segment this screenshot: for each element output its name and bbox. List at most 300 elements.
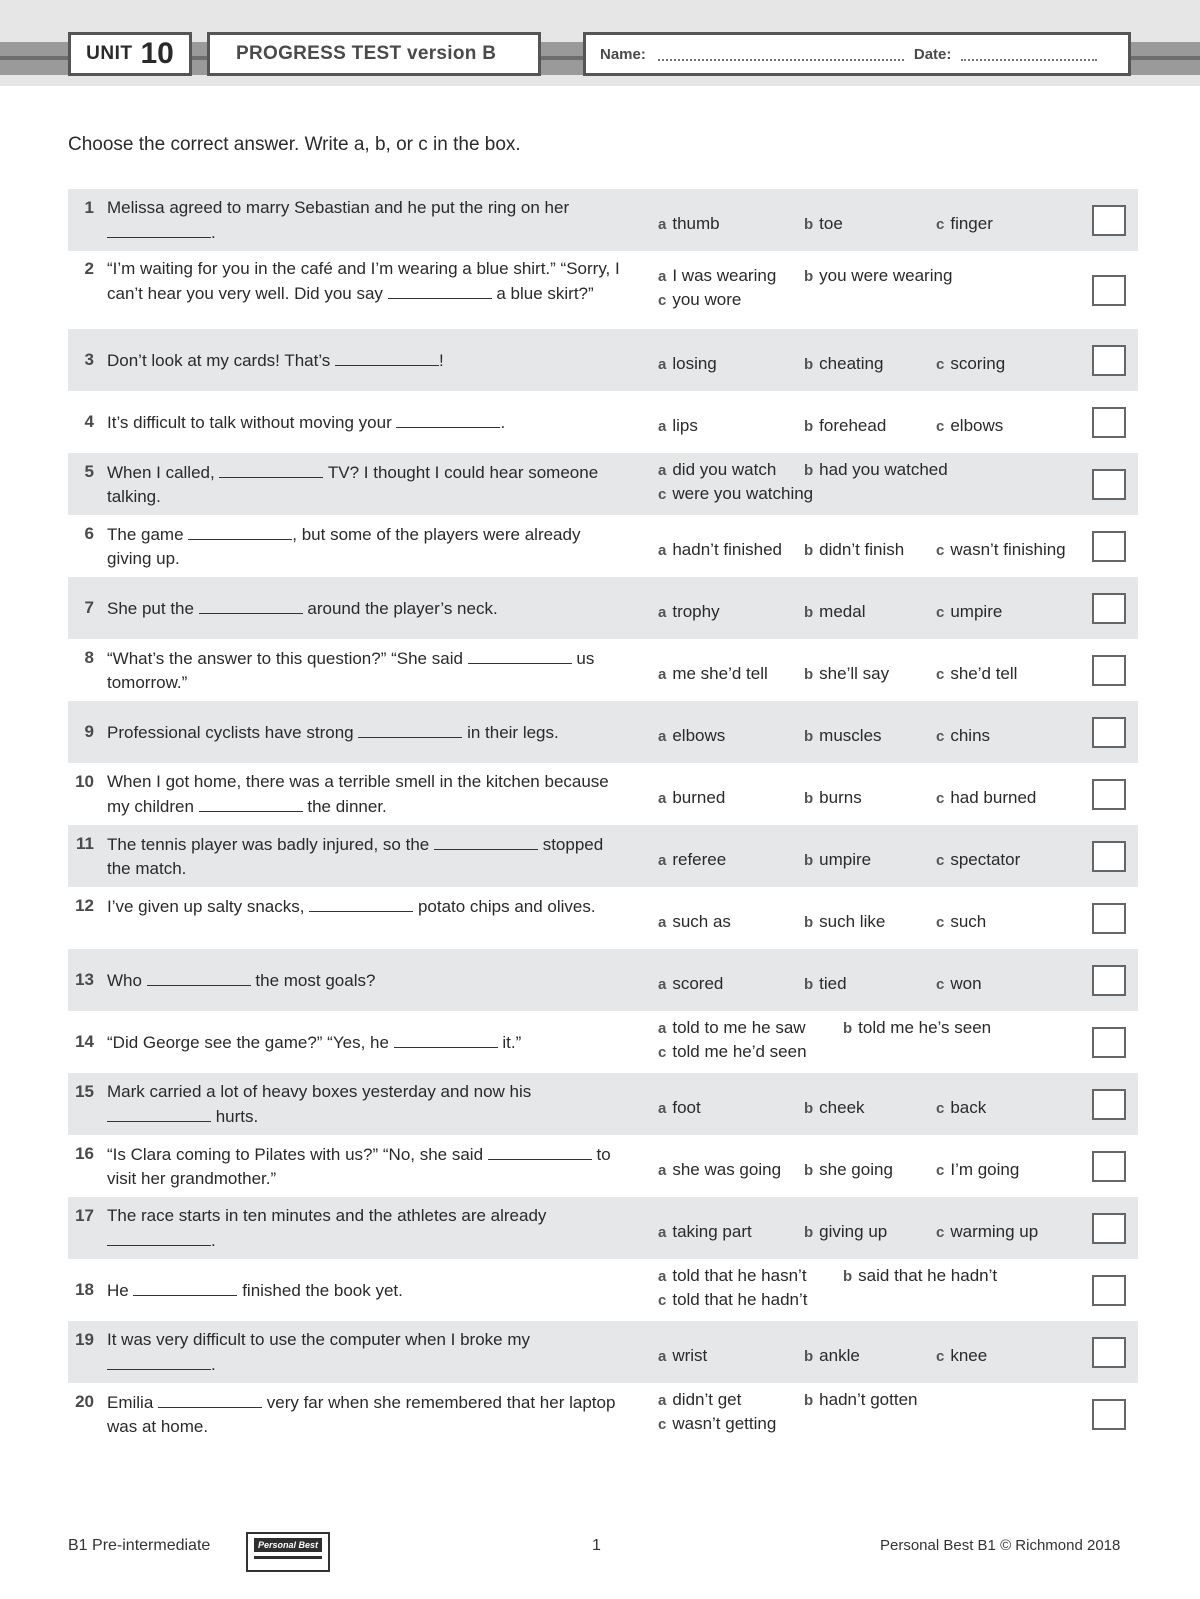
option-text: scoring [950,354,1006,373]
answer-blank [488,1142,592,1160]
question-text [107,257,627,306]
option-a [658,1266,807,1286]
question-row [68,1197,1138,1259]
option-text: hadn’t finished [672,540,782,559]
question-number: 15 [75,1082,94,1101]
answer-blank [309,894,413,912]
option-text: tied [819,974,847,993]
option-text: trophy [672,602,720,621]
question-row [68,887,1138,949]
page-number: 1 [592,1537,601,1554]
option-b [804,912,885,932]
question-text-end: the dinner. [302,797,387,816]
option-b [804,1222,887,1242]
answer-box[interactable] [1092,275,1126,306]
question-text-end: stopped the match. [107,835,604,878]
option-a [658,1390,741,1410]
option-text: didn’t finish [819,540,905,559]
question-text [107,646,627,695]
unit-number: 10 [140,37,174,70]
option-c [658,1042,807,1062]
option-letter: c [936,1100,945,1117]
option-letter: a [658,1348,667,1365]
answer-box[interactable] [1092,1151,1126,1182]
option-text: referee [672,850,727,869]
option-a [658,850,726,870]
option-letter: a [658,852,667,869]
question-text-start: I’ve given up salty snacks, [107,897,310,916]
option-letter: b [804,852,814,869]
answer-box[interactable] [1092,841,1126,872]
question-text [107,1142,627,1191]
question-row [68,1383,1138,1445]
question-text [107,894,627,919]
option-c [936,1222,1038,1242]
option-letter: c [936,542,945,559]
question-text-end: in their legs. [462,723,559,742]
option-a [658,214,720,234]
option-text: finger [950,214,993,233]
question-text [107,1390,627,1439]
option-c [936,788,1036,808]
answer-box[interactable] [1092,779,1126,810]
option-letter: b [804,1100,814,1117]
question-text-end: to visit her grandmother.” [107,1145,611,1188]
question-row [68,453,1138,515]
option-c [936,416,1003,436]
question-text-start: She put the [107,599,199,618]
option-letter: a [658,216,667,233]
option-a [658,354,717,374]
footer-level: B1 Pre-intermediate [68,1537,211,1554]
question-text-end: the most goals? [250,971,376,990]
option-b [804,974,847,994]
option-text: scored [672,974,724,993]
answer-box[interactable] [1092,407,1126,438]
option-text: you were wearing [819,266,953,285]
option-text: ankle [819,1346,860,1365]
option-text: taking part [672,1222,752,1241]
answer-box[interactable] [1092,205,1126,236]
option-letter: c [936,604,945,621]
answer-box[interactable] [1092,655,1126,686]
question-text-start: Don’t look at my cards! That’s [107,351,336,370]
question-text-end: ! [439,351,444,370]
question-text [107,720,627,745]
option-letter: a [658,1100,667,1117]
option-text: wrist [672,1346,708,1365]
option-c [936,850,1020,870]
option-b [804,850,871,870]
option-letter: c [658,486,667,503]
option-text: had burned [950,788,1037,807]
question-number: 8 [84,648,94,667]
question-number: 2 [84,259,94,278]
test-title-box [207,32,541,76]
option-letter: b [804,418,814,435]
option-text: forehead [819,416,887,435]
option-text: told me he’d seen [672,1042,807,1061]
question-row [68,251,1138,329]
answer-box[interactable] [1092,1337,1126,1368]
option-letter: b [804,728,814,745]
option-text: told that he hasn’t [672,1266,807,1285]
option-text: did you watch [672,460,777,479]
option-text: told that he hadn’t [672,1290,808,1309]
answer-blank [199,596,303,614]
question-row [68,1073,1138,1135]
option-letter: c [936,1162,945,1179]
question-text-start: It’s difficult to talk without moving your [107,413,397,432]
option-text: said that he hadn’t [858,1266,998,1285]
option-letter: c [658,1044,667,1061]
answer-blank [394,1030,498,1048]
question-text [107,1080,627,1129]
option-letter: a [658,914,667,931]
question-text-start: The race starts in ten minutes and the athletes are already [107,1206,547,1225]
question-number: 6 [84,524,94,543]
question-text [107,196,627,245]
option-a [658,1222,752,1242]
question-text-end: . [211,223,216,242]
option-c [936,912,986,932]
option-c [658,290,741,310]
question-number: 18 [75,1280,94,1299]
question-number: 13 [75,970,94,989]
option-text: such like [819,912,886,931]
option-text: foot [672,1098,701,1117]
answer-blank [107,1228,211,1246]
question-number: 9 [84,722,94,741]
question-number: 14 [75,1032,94,1051]
option-a [658,266,776,286]
question-row [68,1011,1138,1073]
question-text-end: potato chips and olives. [413,897,596,916]
option-text: back [950,1098,987,1117]
option-b [804,1160,893,1180]
question-text-end: . [500,413,506,432]
answer-box[interactable] [1092,903,1126,934]
question-text-end: . [211,1355,216,1374]
option-letter: c [936,1348,945,1365]
answer-blank [396,410,500,428]
question-text-end: finished the book yet. [237,1281,403,1300]
question-number: 17 [75,1206,94,1225]
answer-blank [468,646,572,664]
question-row [68,515,1138,577]
option-letter: b [843,1268,853,1285]
option-letter: c [936,216,945,233]
option-a [658,1346,707,1366]
option-b [843,1266,997,1286]
option-b [804,602,865,622]
answer-blank [358,720,462,738]
question-number: 20 [75,1392,94,1411]
answer-box[interactable] [1092,345,1126,376]
option-letter: c [936,914,945,931]
option-letter: a [658,666,667,683]
option-letter: b [804,666,814,683]
option-letter: a [658,790,667,807]
answer-blank [133,1278,237,1296]
option-text: she was going [672,1160,782,1179]
option-letter: b [804,1392,814,1409]
option-text: warming up [950,1222,1039,1241]
option-letter: a [658,268,667,285]
test-title: PROGRESS TEST version B [236,43,497,64]
answer-blank [107,1104,211,1122]
question-text-start: It was very difficult to use the computer when I broke my [107,1330,530,1349]
option-letter: a [658,462,667,479]
option-c [658,1414,776,1434]
answer-box[interactable] [1092,469,1126,500]
question-text-start: Professional cyclists have strong [107,723,359,742]
question-text-start: “I’m waiting for you in the café and I’m wearing a blue shirt.” “Sorry, I can’t hear you very well. Did you say [107,259,620,303]
option-a [658,788,725,808]
option-text: knee [950,1346,988,1365]
personal-best-logo: Personal Best [246,1532,330,1572]
question-text-start: “What’s the answer to this question?” “She said [107,649,468,668]
option-b [804,1098,865,1118]
option-letter: a [658,1162,667,1179]
option-letter: c [936,976,945,993]
question-text-end: hurts. [211,1107,259,1126]
question-text-start: The game [107,525,189,544]
question-text-end: a blue skirt?” [491,284,594,303]
question-number: 19 [75,1330,94,1349]
option-letter: b [804,976,814,993]
question-number: 16 [75,1144,94,1163]
question-row [68,189,1138,251]
question-row [68,577,1138,639]
option-text: such as [672,912,731,931]
option-letter: c [658,292,667,309]
question-text-start: He [107,1281,134,1300]
answer-box[interactable] [1092,1027,1126,1058]
option-letter: a [658,604,667,621]
question-text [107,968,627,993]
question-text-start: When I called, [107,463,220,482]
option-text: won [950,974,982,993]
option-c [936,726,990,746]
option-text: thumb [672,214,720,233]
name-date-box [583,32,1131,76]
option-letter: b [804,216,814,233]
question-text-start: “Is Clara coming to Pilates with us?” “No, she said [107,1145,488,1164]
question-row [68,1259,1138,1321]
question-row [68,391,1138,453]
option-b [804,266,952,286]
option-text: toe [819,214,843,233]
option-text: hadn’t gotten [819,1390,918,1409]
option-text: umpire [819,850,872,869]
option-letter: b [804,604,814,621]
answer-box[interactable] [1092,1399,1126,1430]
option-text: muscles [819,726,882,745]
date-label: Date: [913,45,952,63]
option-text: giving up [819,1222,888,1241]
question-text [107,832,627,881]
option-text: told to me he saw [672,1018,806,1037]
option-letter: b [804,1162,814,1179]
question-number: 10 [75,772,94,791]
question-number: 3 [84,350,94,369]
option-text: she going [819,1160,893,1179]
option-text: umpire [950,602,1003,621]
answer-box[interactable] [1092,593,1126,624]
option-text: burns [819,788,862,807]
option-a [658,726,725,746]
unit-label: UNIT [86,43,133,64]
option-text: wasn’t finishing [950,540,1066,559]
option-b [804,726,882,746]
question-text-end: it.” [497,1033,522,1052]
question-text-start: When I got home, there was a terrible smell in the kitchen because my children [107,772,609,816]
question-text [107,1204,627,1253]
question-text [107,596,627,621]
question-text-end: around the player’s neck. [302,599,498,618]
question-row [68,1321,1138,1383]
option-a [658,664,768,684]
name-field[interactable] [658,47,904,61]
option-text: lips [672,416,698,435]
option-c [936,1346,987,1366]
answer-blank [434,832,538,850]
option-letter: c [936,790,945,807]
answer-blank [335,348,439,366]
option-text: burned [672,788,726,807]
option-letter: b [804,914,814,931]
option-text: she’d tell [950,664,1018,683]
option-c [936,354,1005,374]
option-letter: b [804,356,814,373]
option-b [804,416,886,436]
option-letter: b [804,790,814,807]
question-table [68,189,1138,1445]
option-letter: c [658,1416,667,1433]
option-c [936,974,982,994]
question-row [68,825,1138,887]
option-c [936,1160,1019,1180]
option-b [804,788,862,808]
option-letter: c [658,1292,667,1309]
answer-box[interactable] [1092,1213,1126,1244]
question-text-end: . [211,1231,216,1250]
option-a [658,1098,701,1118]
option-c [936,214,993,234]
option-text: elbows [672,726,726,745]
answer-blank [107,220,211,238]
question-row [68,763,1138,825]
option-b [843,1018,991,1038]
name-label: Name: [600,45,646,63]
option-letter: b [804,1348,814,1365]
option-b [804,1346,860,1366]
option-c [936,540,1066,560]
option-letter: b [804,542,814,559]
question-text [107,770,627,819]
option-text: I’m going [950,1160,1020,1179]
question-row [68,329,1138,391]
question-text [107,522,627,571]
option-a [658,912,731,932]
option-a [658,416,698,436]
question-text [107,1328,627,1377]
question-text-start: Melissa agreed to marry Sebastian and he put the ring on her [107,198,570,217]
option-text: cheating [819,354,884,373]
question-text [107,1030,627,1055]
option-b [804,460,948,480]
option-c [936,664,1017,684]
option-letter: c [936,418,945,435]
option-a [658,1160,781,1180]
option-a [658,1018,806,1038]
question-text-end: , but some of the players were already giving up. [107,525,581,568]
option-b [804,354,883,374]
question-number: 12 [75,896,94,915]
answer-blank [199,794,303,812]
option-text: had you watched [819,460,948,479]
option-letter: a [658,542,667,559]
option-text: were you watching [672,484,814,503]
option-letter: c [936,852,945,869]
option-text: chins [950,726,991,745]
option-text: such [950,912,987,931]
option-letter: b [804,268,814,285]
option-letter: a [658,976,667,993]
answer-box[interactable] [1092,965,1126,996]
question-number: 1 [84,198,94,217]
option-letter: c [936,666,945,683]
option-letter: a [658,1020,667,1037]
option-text: she’ll say [819,664,890,683]
answer-box[interactable] [1092,717,1126,748]
question-text-end: us tomorrow.” [107,649,595,692]
question-number: 11 [76,834,94,853]
answer-box[interactable] [1092,1275,1126,1306]
option-text: elbows [950,416,1004,435]
question-row [68,949,1138,1011]
option-c [936,602,1002,622]
answer-box[interactable] [1092,1089,1126,1120]
option-c [658,484,813,504]
question-text-start: Mark carried a lot of heavy boxes yesterday and now his [107,1082,532,1101]
question-number: 4 [84,412,94,431]
answer-box[interactable] [1092,531,1126,562]
question-text [107,348,627,373]
option-b [804,540,904,560]
option-a [658,540,782,560]
option-letter: a [658,418,667,435]
date-field[interactable] [961,47,1097,61]
option-text: didn’t get [672,1390,742,1409]
question-text-end: very far when she remembered that her laptop was at home. [107,1393,616,1436]
answer-blank [158,1390,262,1408]
option-letter: c [936,1224,945,1241]
option-b [804,1390,917,1410]
option-letter: a [658,356,667,373]
option-letter: b [843,1020,853,1037]
option-letter: a [658,1268,667,1285]
question-text [107,460,627,509]
option-letter: a [658,1392,667,1409]
question-number: 7 [84,598,94,617]
option-letter: a [658,728,667,745]
option-a [658,460,776,480]
question-number: 5 [84,462,94,481]
option-letter: b [804,1224,814,1241]
option-c [658,1290,808,1310]
